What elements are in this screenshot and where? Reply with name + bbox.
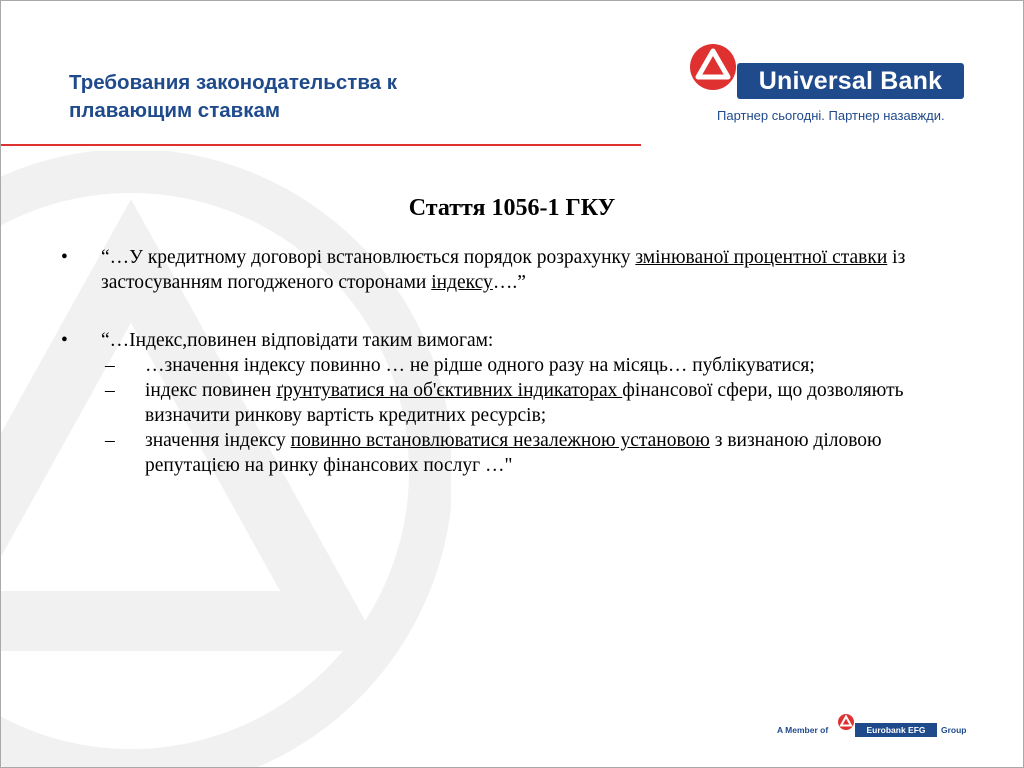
bank-name: Universal Bank: [737, 63, 964, 99]
sub-item-text: індекс повинен: [145, 380, 277, 401]
group-suffix: Group: [941, 725, 967, 735]
sub-item-text: …значення індексу повинно … не рідше одного разу на місяць… публікуватися;: [145, 355, 815, 376]
group-name: Eurobank EFG: [855, 723, 937, 737]
bullet-text: із застосуванням погодженого сторонами: [101, 247, 906, 293]
bullet-text: ….”: [492, 272, 526, 293]
dash-mark: –: [105, 355, 115, 376]
sub-item-text: фінансової сфери, що дозволяють визначити ринкову вартість кредитних ресурсів;: [145, 380, 904, 426]
bullet-mark: •: [61, 330, 68, 351]
bullet-mark: •: [61, 247, 68, 268]
underlined-term: ґрунтуватися на об'єктивних індикаторах: [276, 380, 623, 401]
page-title-line-2: плавающим ставкам: [69, 99, 281, 122]
bullet-text: “…Індекс,повинен відповідати таким вимогам:: [101, 330, 494, 351]
article-title: Стаття 1056-1 ГКУ: [408, 195, 616, 221]
footer-badge: [777, 713, 977, 743]
underlined-term: змінюваної процентної ставки: [635, 247, 888, 268]
sub-item: [61, 353, 941, 378]
member-label: A Member of: [777, 725, 829, 735]
sub-item: [61, 378, 941, 428]
underlined-term: індексу: [431, 272, 493, 293]
sub-item-text: з визнаною діловою репутацією на ринку фінансових послуг …": [145, 430, 882, 476]
sub-item-text: значення індексу: [145, 430, 291, 451]
eurobank-logo-icon: [837, 713, 855, 731]
dash-mark: –: [105, 380, 115, 401]
dash-mark: –: [105, 430, 115, 451]
header-divider: [1, 144, 641, 146]
slide-body: [61, 245, 941, 478]
page-title-line-1: Требования законодательства к: [69, 71, 398, 94]
sub-item: [61, 428, 941, 478]
bank-tagline: Партнер сьогодні. Партнер назавжди.: [717, 108, 945, 123]
page-title: [69, 69, 539, 125]
underlined-term: повинно встановлюватися незалежною установою: [290, 430, 710, 451]
bullet-item: [61, 328, 941, 353]
bullet-item: [61, 245, 941, 295]
bullet-text: “…У кредитному договорі встановлюється порядок розрахунку: [101, 247, 636, 268]
